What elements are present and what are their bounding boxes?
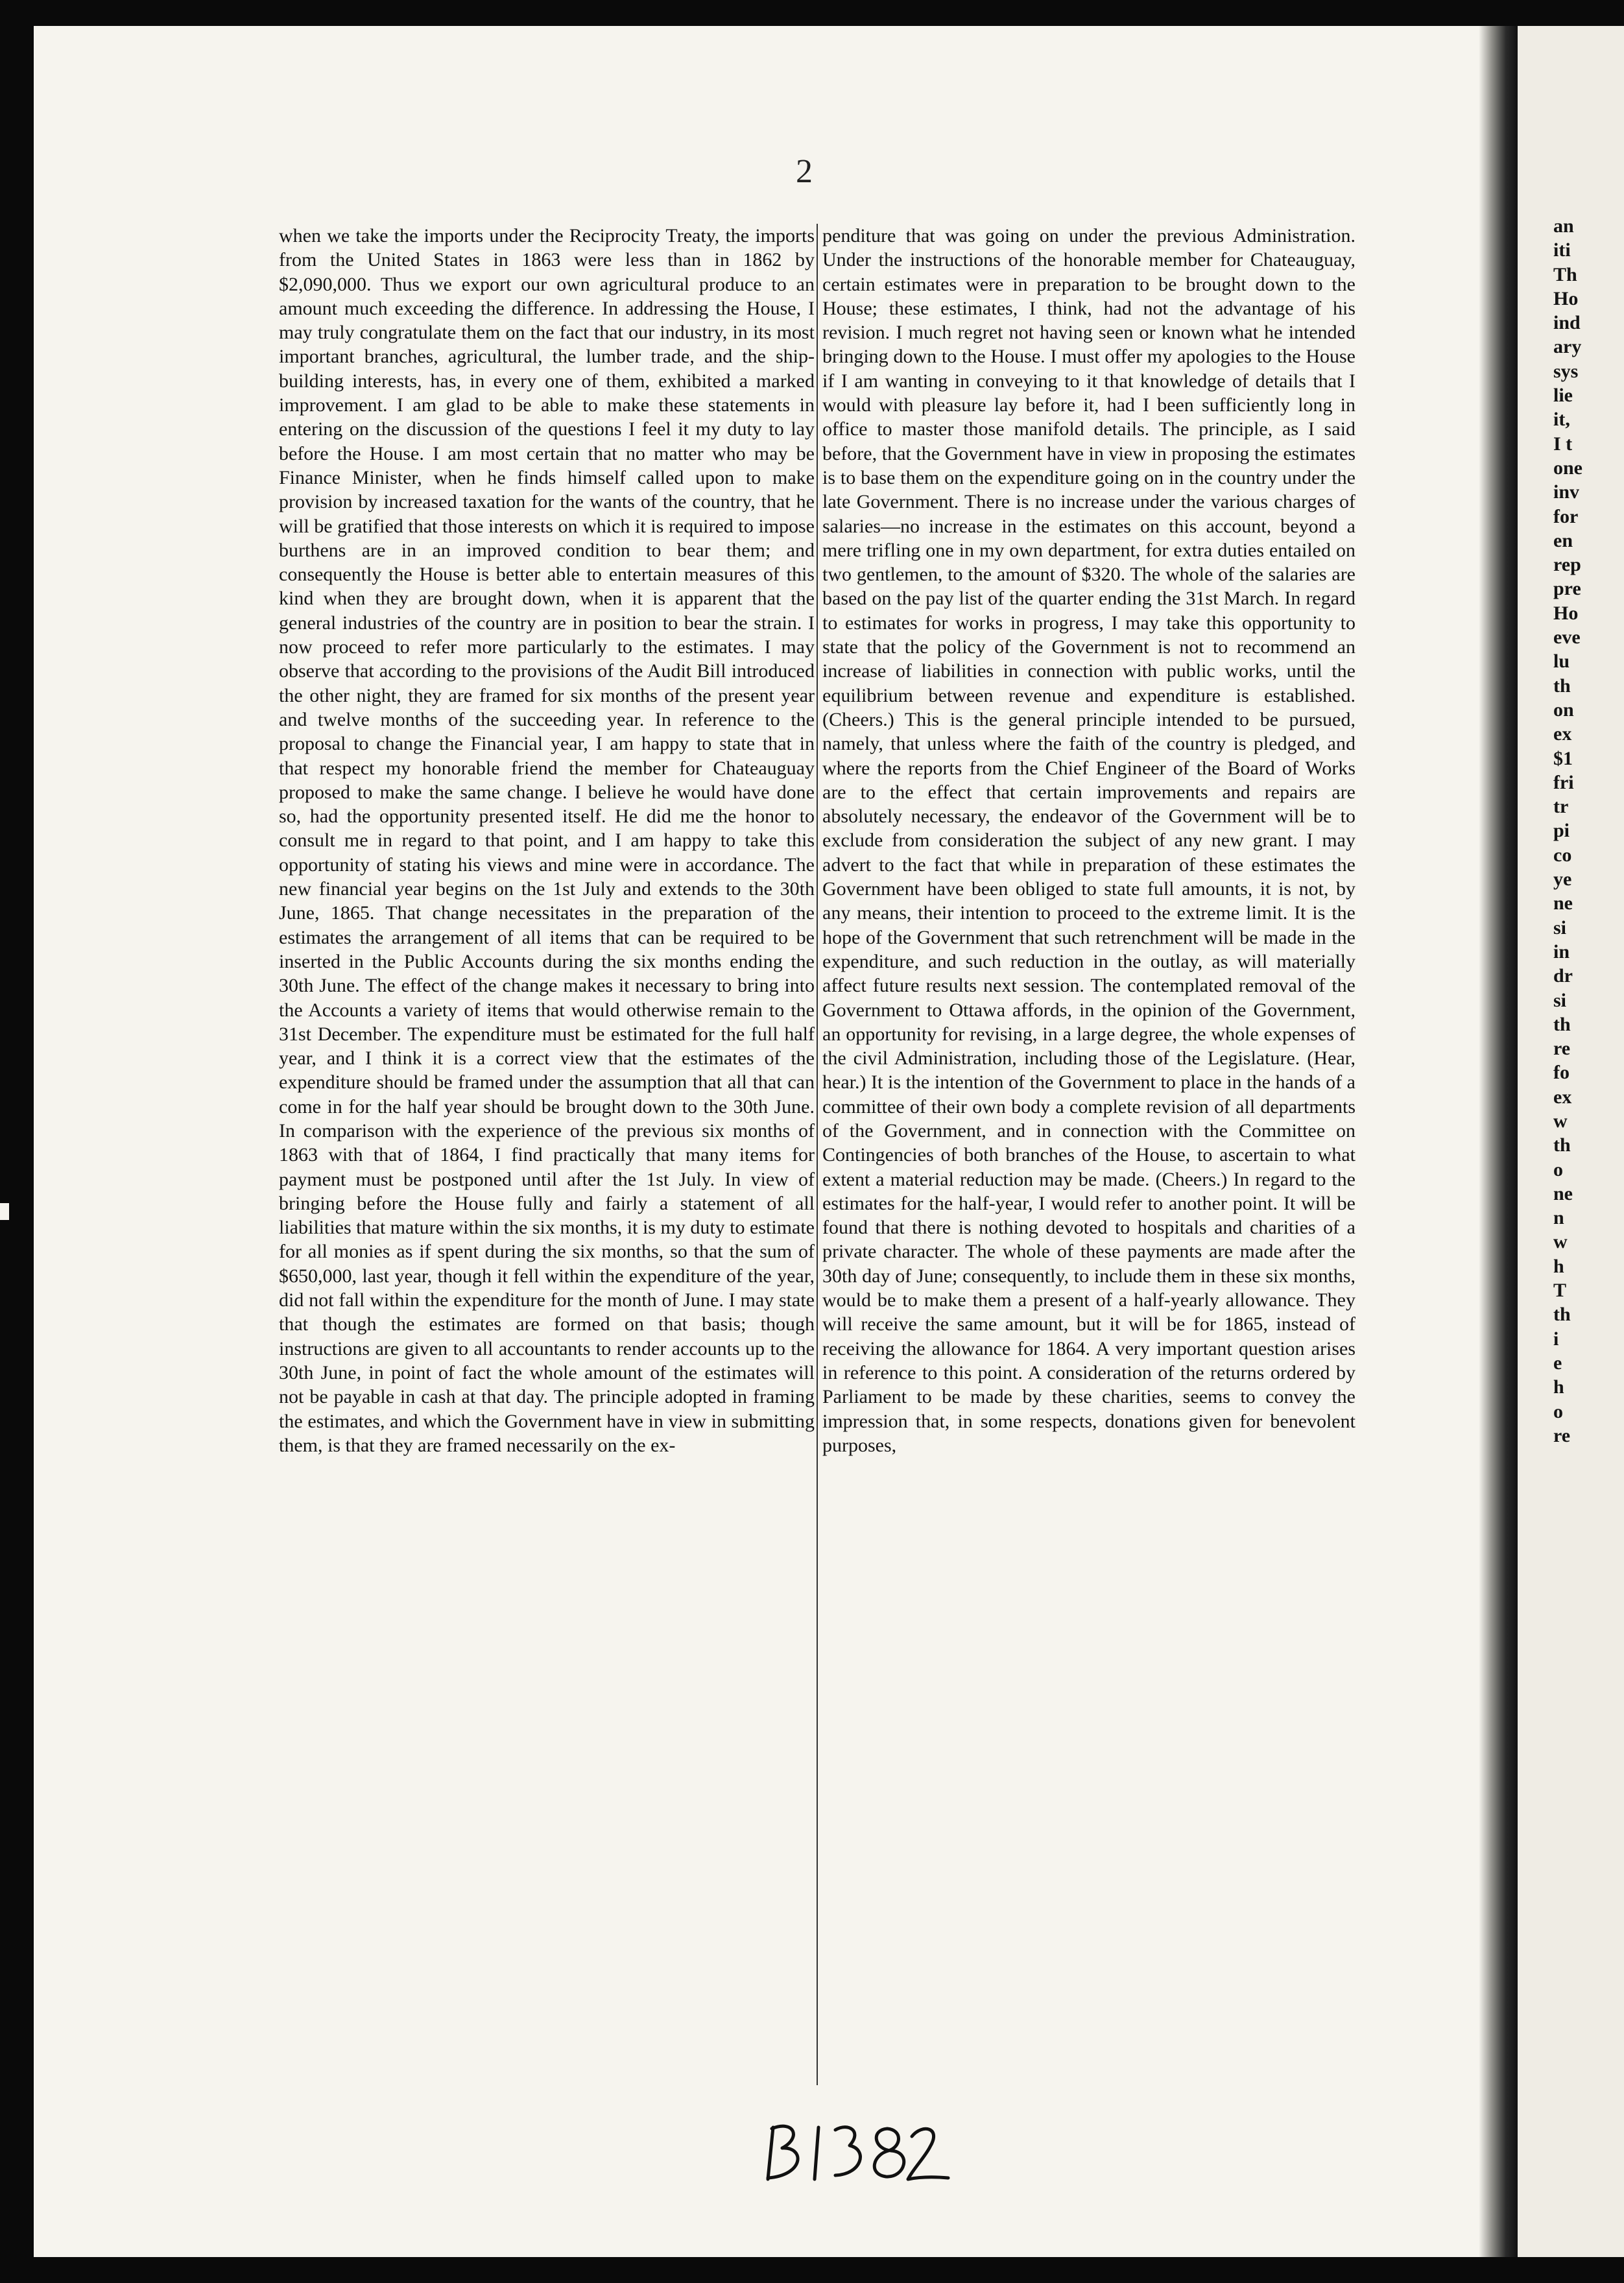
next-page-edge-line: for: [1553, 505, 1579, 527]
next-page-edge-line: th: [1553, 1304, 1571, 1326]
column-left-text: when we take the imports under the Reciprocity Treaty, the imports from the United States in 1863 were less than in 1862 by $2,090,000. Thus we export our own agricultural produce to an amount much exceeding the difference. In addressing the House, I may truly congratulate them on the fact that our industry, in its most important branches, agricultural, the lumber trade, and the ship-building interests, has, in every one of them, exhibited a marked improvement. I am glad to be able to make these statements in entering on the discussion of the questions I feel it my duty to lay before the House. I am most certain that no matter who may be Finance Minister, when he finds himself called upon to make provision by increased taxation for the wants of the country, that he will be gratified that those interests on which it is required to impose burthens are in an improved condition to bear them; and consequently the House is better able to entertain measures of this kind when they are brought down, when it is apparent that the general industries of the country are in position to bear the strain. I now proceed to refer more particularly to the estimates. I may observe that according to the provisions of the Audit Bill introduced the other night, they are framed for six months of the present year and twelve months of the succeeding year. In reference to the proposal to change the Financial year, I am happy to state that in that respect my honorable friend the member for Chateauguay proposed to make the same change. I believe he would have done so, had the opportunity presented itself. He did me the honor to consult me in regard to that point, and I am happy to take this opportunity of stating his views and mine were in accordance. The new financial year begins on the 1st July and extends to the 30th June, 1865. That change necessitates in the preparation of the estimates the arrangement of all items that can be required to be inserted in the Public Accounts during the six months ending the 30th June. The effect of the change makes it necessary to bring into the Accounts a variety of items that would otherwise remain to the 31st December. The expenditure must be estimated for the full half year, and I think it is a correct view that the estimates of the expenditure should be framed under the assumption that all that can come in for the half year should be brought down to the 30th June. In comparison with the experience of the previous six months of 1863 with that of 1864, I find practically that many items for payment must be postponed until after the 1st July. In view of bringing before the House fully and fairly a statement of all liabilities that mature within the six months, it is my duty to estimate for all monies as if spent during the six months, so that the sum of $650,000, last year, though it fell within the expenditure of the year, did not fall within the expenditure for the month of June. I may state that though the estimates are formed on that basis; though instructions are given to all accountants to render accounts up to the 30th June, in point of fact the whole amount of the estimates will not be payable in cash at that day. The principle adopted in framing the estimates, and which the Government have in view in submitting them, is that they are framed necessarily on the ex-: [279, 225, 815, 1456]
next-page-edge-line: n: [1553, 1207, 1564, 1229]
next-page-edge-line: h: [1553, 1255, 1564, 1277]
next-page-edge-line: inv: [1553, 481, 1580, 503]
next-page-edge-line: re: [1553, 1038, 1571, 1060]
text-column-right: [822, 224, 1355, 2111]
next-page-edge-line: T: [1553, 1280, 1567, 1302]
next-page-edge-line: iti: [1553, 239, 1571, 261]
handwritten-shelfmark: [759, 2114, 953, 2192]
next-page-edge-line: one: [1553, 457, 1582, 479]
next-page-edge-line: eve: [1553, 627, 1581, 649]
next-page-edge-line: th: [1553, 1134, 1571, 1156]
next-page-edge-line: ne: [1553, 1182, 1573, 1204]
next-page-edge-line: th: [1553, 675, 1571, 697]
next-page-edge-line: ary: [1553, 336, 1582, 358]
next-page-edge-line: i: [1553, 1328, 1559, 1350]
next-page-edge-line: an: [1553, 215, 1574, 237]
next-page-edge-line: th: [1553, 1013, 1571, 1035]
next-page-edge-line: fri: [1553, 771, 1574, 793]
edge-mark: [0, 1203, 9, 1220]
next-page-edge-line: h: [1553, 1376, 1564, 1398]
next-page-edge-line: it,: [1553, 409, 1570, 431]
next-page-edge-line: ex: [1553, 1086, 1572, 1108]
next-page-edge-line: co: [1553, 844, 1572, 866]
next-page-edge-line: o: [1553, 1158, 1563, 1180]
next-page-edge-line: w: [1553, 1110, 1568, 1132]
next-page-edge-line: ye: [1553, 868, 1572, 890]
next-page-edge-line: in: [1553, 940, 1570, 962]
next-page-edge-line: o: [1553, 1400, 1563, 1422]
next-page-edge-line: dr: [1553, 965, 1573, 987]
next-page-edge-line: si: [1553, 989, 1567, 1011]
next-page-edge-line: lu: [1553, 651, 1570, 673]
next-page-edge-line: ne: [1553, 892, 1573, 914]
next-page-edge-line: pre: [1553, 578, 1581, 600]
next-page-edge-line: $1: [1553, 747, 1573, 769]
next-page-edge-line: fo: [1553, 1062, 1570, 1084]
text-column-left: [279, 224, 815, 2111]
column-right-text: penditure that was going on under the previous Administration. Under the instructions of the honorable member for Chateauguay, certain estimates were in preparation to be brought down to the House; these estimates, I think, had not the advantage of his revision. I much regret not having seen or known what he intended bringing down to the House. I must offer my apologies to the House if I am wanting in conveying to it that knowledge of details that I would with pleasure lay before it, had I been sufficiently long in office to master those manifold details. The principle, as I said before, that the Government have in view in proposing the estimates is to base them on the expenditure going on in the country under the late Government. There is no increase under the various charges of salaries—no increase in the estimates on this account, beyond a mere trifling one in my own department, for extra duties entailed on two gentlemen, to the amount of $320. The whole of the salaries are based on the pay list of the quarter ending the 31st March. In regard to estimates for works in progress, I may take this opportunity to state that the policy of the Government is not to recommend an increase of liabilities in connection with public works, until the equilibrium between revenue and expenditure is established. (Cheers.) This is the general principle intended to be pursued, namely, that unless where the faith of the country is pledged, and where the reports from the Chief Engineer of the Board of Works are to the effect that certain improvements and repairs are absolutely necessary, the endeavor of the Government will be to exclude from consideration the subject of any new grant. I may advert to the fact that while in preparation of these estimates the Government have been obliged to state full amounts, it is not, by any means, their intention to proceed to the extreme limit. It is the hope of the Government that such retrenchment will be made in the expenditure, and such reduction in the outlay, as will materially affect future results next session. The contemplated removal of the Government to Ottawa affords, in the opinion of the Government, an opportunity for revising, in a large degree, the whole expenses of the civil Administration, including those of the Legislature. (Hear, hear.) It is the intention of the Government to place in the hands of a committee of their own body a complete revision of all departments of the Government, and in connection with the Committee on Contingencies of both branches of the House, to ascertain to what extent a material reduction may be made. (Cheers.) In regard to the estimates for the half-year, I would refer to another point. It will be found that there is nothing devoted to hospitals and charities of a private character. The whole of these payments are made after the 30th day of June; consequently, to include them in these six months, would be to make them a present of a half-yearly allowance. They will receive the same amount, but it will be for 1865, instead of receiving the allowance for 1864. A very important question arises in reference to this point. A consideration of the returns ordered by Parliament to be made by these charities, seems to convey the impression that, in some respects, donations given for benevolent purposes,: [822, 225, 1355, 1456]
page-gutter-shadow: [1479, 26, 1518, 2257]
next-page-edge-line: w: [1553, 1231, 1568, 1253]
next-page-edge-line: ex: [1553, 723, 1572, 745]
next-page-edge-line: e: [1553, 1352, 1562, 1374]
column-divider: [817, 224, 818, 2085]
next-page-edge-line: si: [1553, 916, 1567, 938]
next-page-edge-line: on: [1553, 699, 1574, 721]
next-page-edge-text: [1553, 214, 1624, 2160]
next-page-edge-line: lie: [1553, 385, 1573, 407]
next-page-edge-line: rep: [1553, 554, 1581, 576]
next-page-edge-line: en: [1553, 529, 1573, 551]
next-page-edge-line: Ho: [1553, 602, 1579, 624]
next-page-edge-line: tr: [1553, 796, 1569, 818]
next-page-edge-line: ind: [1553, 312, 1581, 334]
next-page-edge-line: re: [1553, 1424, 1571, 1446]
next-page-edge-line: sys: [1553, 360, 1579, 382]
next-page-edge-line: Th: [1553, 263, 1577, 285]
page-number: 2: [796, 153, 813, 190]
next-page-edge-line: Ho: [1553, 287, 1579, 309]
next-page-edge-line: pi: [1553, 820, 1570, 842]
next-page-edge-line: I t: [1553, 433, 1573, 455]
